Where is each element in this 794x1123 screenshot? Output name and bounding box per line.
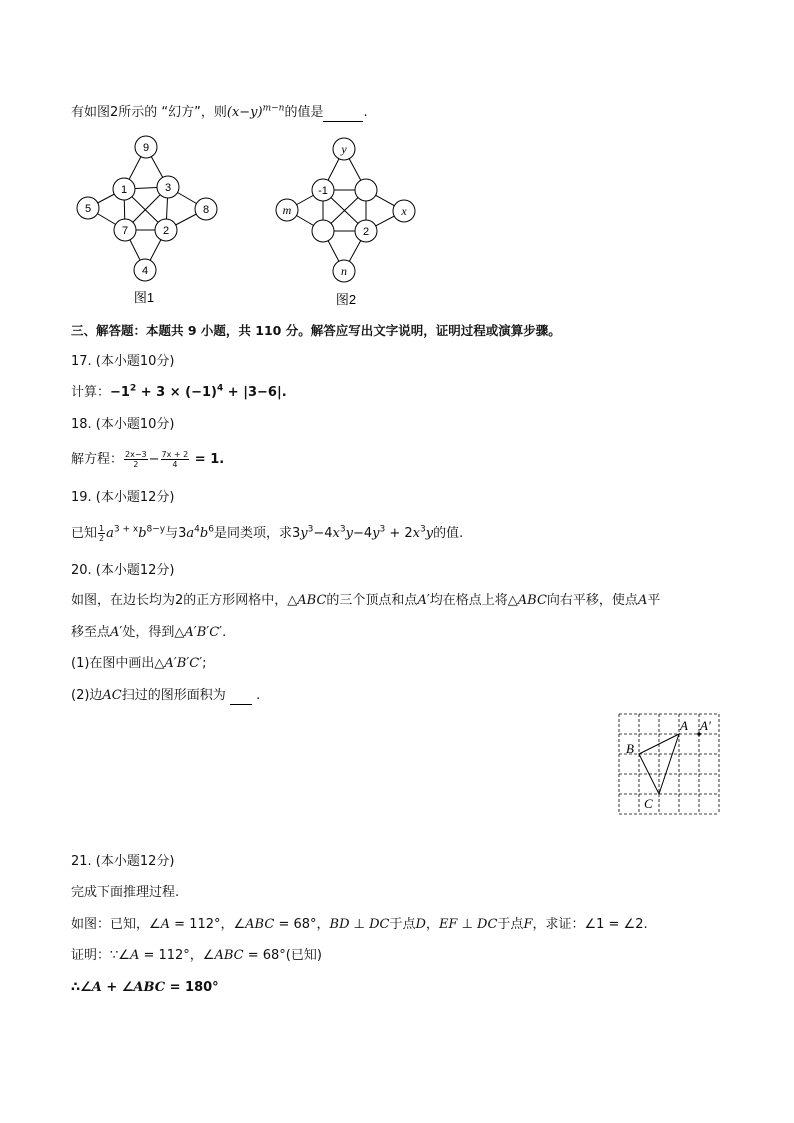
- node-top-label: y: [341, 142, 347, 156]
- q20-head: 20. (本小题12分): [71, 563, 175, 578]
- section-heading: 三、解答题：本题共 9 小题，共 110 分。解答应写出文字说明，证明过程或演算步骤。: [71, 323, 561, 338]
- node-left-label: m: [282, 203, 292, 217]
- q20-line-1: 如图，在边长均为2的正方形网格中，△ABC的三个顶点和点A′均在格点上将△ABC向右平移，使点A平: [71, 593, 661, 608]
- figure-2-caption: 图2: [335, 292, 357, 307]
- node-bottom-label: 4: [141, 265, 149, 277]
- q19-body: 已知 $\frac{1}{2}$ $a^{3 + x}b^{8-y}$与$3a^4b^6$是同类项，求$3y^3-4x^3y-4y^3 + 2x^3y$的值.: [71, 524, 464, 543]
- q21-proof-2: ∴∠A + ∠ABC = 180°: [71, 980, 219, 995]
- node-inner-tr-label: 3: [164, 182, 172, 194]
- q16-tail-line: [71, 103, 368, 122]
- figure-1-caption: 图1: [133, 290, 155, 305]
- label-a-prime: A′: [700, 718, 711, 733]
- q18-minus: −: [148, 452, 160, 467]
- q18-fraction-1: $\frac{2x-3}{2}$: [125, 450, 147, 469]
- q19-head: 19. (本小题12分): [71, 490, 175, 505]
- q17-expression: $-1^2 + 3 \times (-1)^4 + |3-6|$.: [110, 383, 287, 400]
- node-bottom-label: n: [341, 264, 347, 278]
- q18-body: [71, 448, 224, 472]
- node-inner-tl-label: 1: [120, 184, 128, 196]
- q16-exponent: m−n: [262, 103, 285, 114]
- q21-proof-1: 证明：∵∠A = 112°，∠ABC = 68°(已知): [71, 948, 322, 963]
- magic-square-figure-2: [265, 130, 455, 310]
- q21-given: 如图：已知，∠A = 112°，∠ABC = 68°，BD ⊥ DC于点D，EF ⊥ DC于点F，求证：∠1 = ∠2.: [71, 917, 648, 932]
- q20-part-2-text: (2)边AC扫过的图形面积为: [71, 688, 226, 703]
- node-inner-br-label: 2: [162, 225, 170, 237]
- node-right-label: x: [401, 204, 407, 218]
- answer-blank[interactable]: [323, 103, 363, 122]
- node-inner-tl-label: -1: [318, 185, 328, 197]
- q21-head: 21. (本小题12分): [71, 854, 175, 869]
- q20-grid-figure: [617, 712, 723, 818]
- label-b: B: [626, 741, 634, 756]
- node-inner-tr: [355, 179, 377, 201]
- node-right-label: 8: [202, 204, 210, 216]
- label-a: A: [680, 718, 688, 733]
- node-inner-bl: [312, 220, 334, 242]
- q18-prefix: 解方程：: [71, 452, 124, 467]
- q16-end: .: [363, 105, 368, 120]
- node-left-label: 5: [84, 203, 92, 215]
- q16-tail-text: 有如图2所示的 “幻方”，则: [71, 105, 227, 120]
- q17-prefix: 计算：: [71, 385, 111, 400]
- q17-body: [71, 384, 287, 402]
- answer-blank-q20[interactable]: [230, 686, 252, 705]
- q20-line-2: 移至点A′处，得到△A′B′C′.: [71, 625, 227, 640]
- q21-intro: 完成下面推理过程.: [71, 885, 180, 900]
- q18-head: 18. (本小题10分): [71, 417, 175, 432]
- q18-rhs: = 1.: [190, 452, 225, 467]
- node-inner-bl-label: 7: [121, 225, 129, 237]
- node-top-label: 9: [142, 142, 150, 154]
- magic-square-figure-1: [60, 130, 250, 310]
- q20-part-1: (1)在图中画出△A′B′C′;: [71, 656, 207, 671]
- label-c: C: [644, 796, 653, 811]
- q17-head: 17. (本小题10分): [71, 354, 175, 369]
- node-inner-br-label: 2: [362, 226, 370, 238]
- q20-part-2: (2)边AC扫过的图形面积为 .: [71, 688, 261, 703]
- q16-expression: (x−y): [226, 105, 263, 120]
- q16-tail-text-2: 的值是: [284, 105, 324, 120]
- q18-fraction-2: $\frac{7x + 2}{4}$: [161, 450, 189, 469]
